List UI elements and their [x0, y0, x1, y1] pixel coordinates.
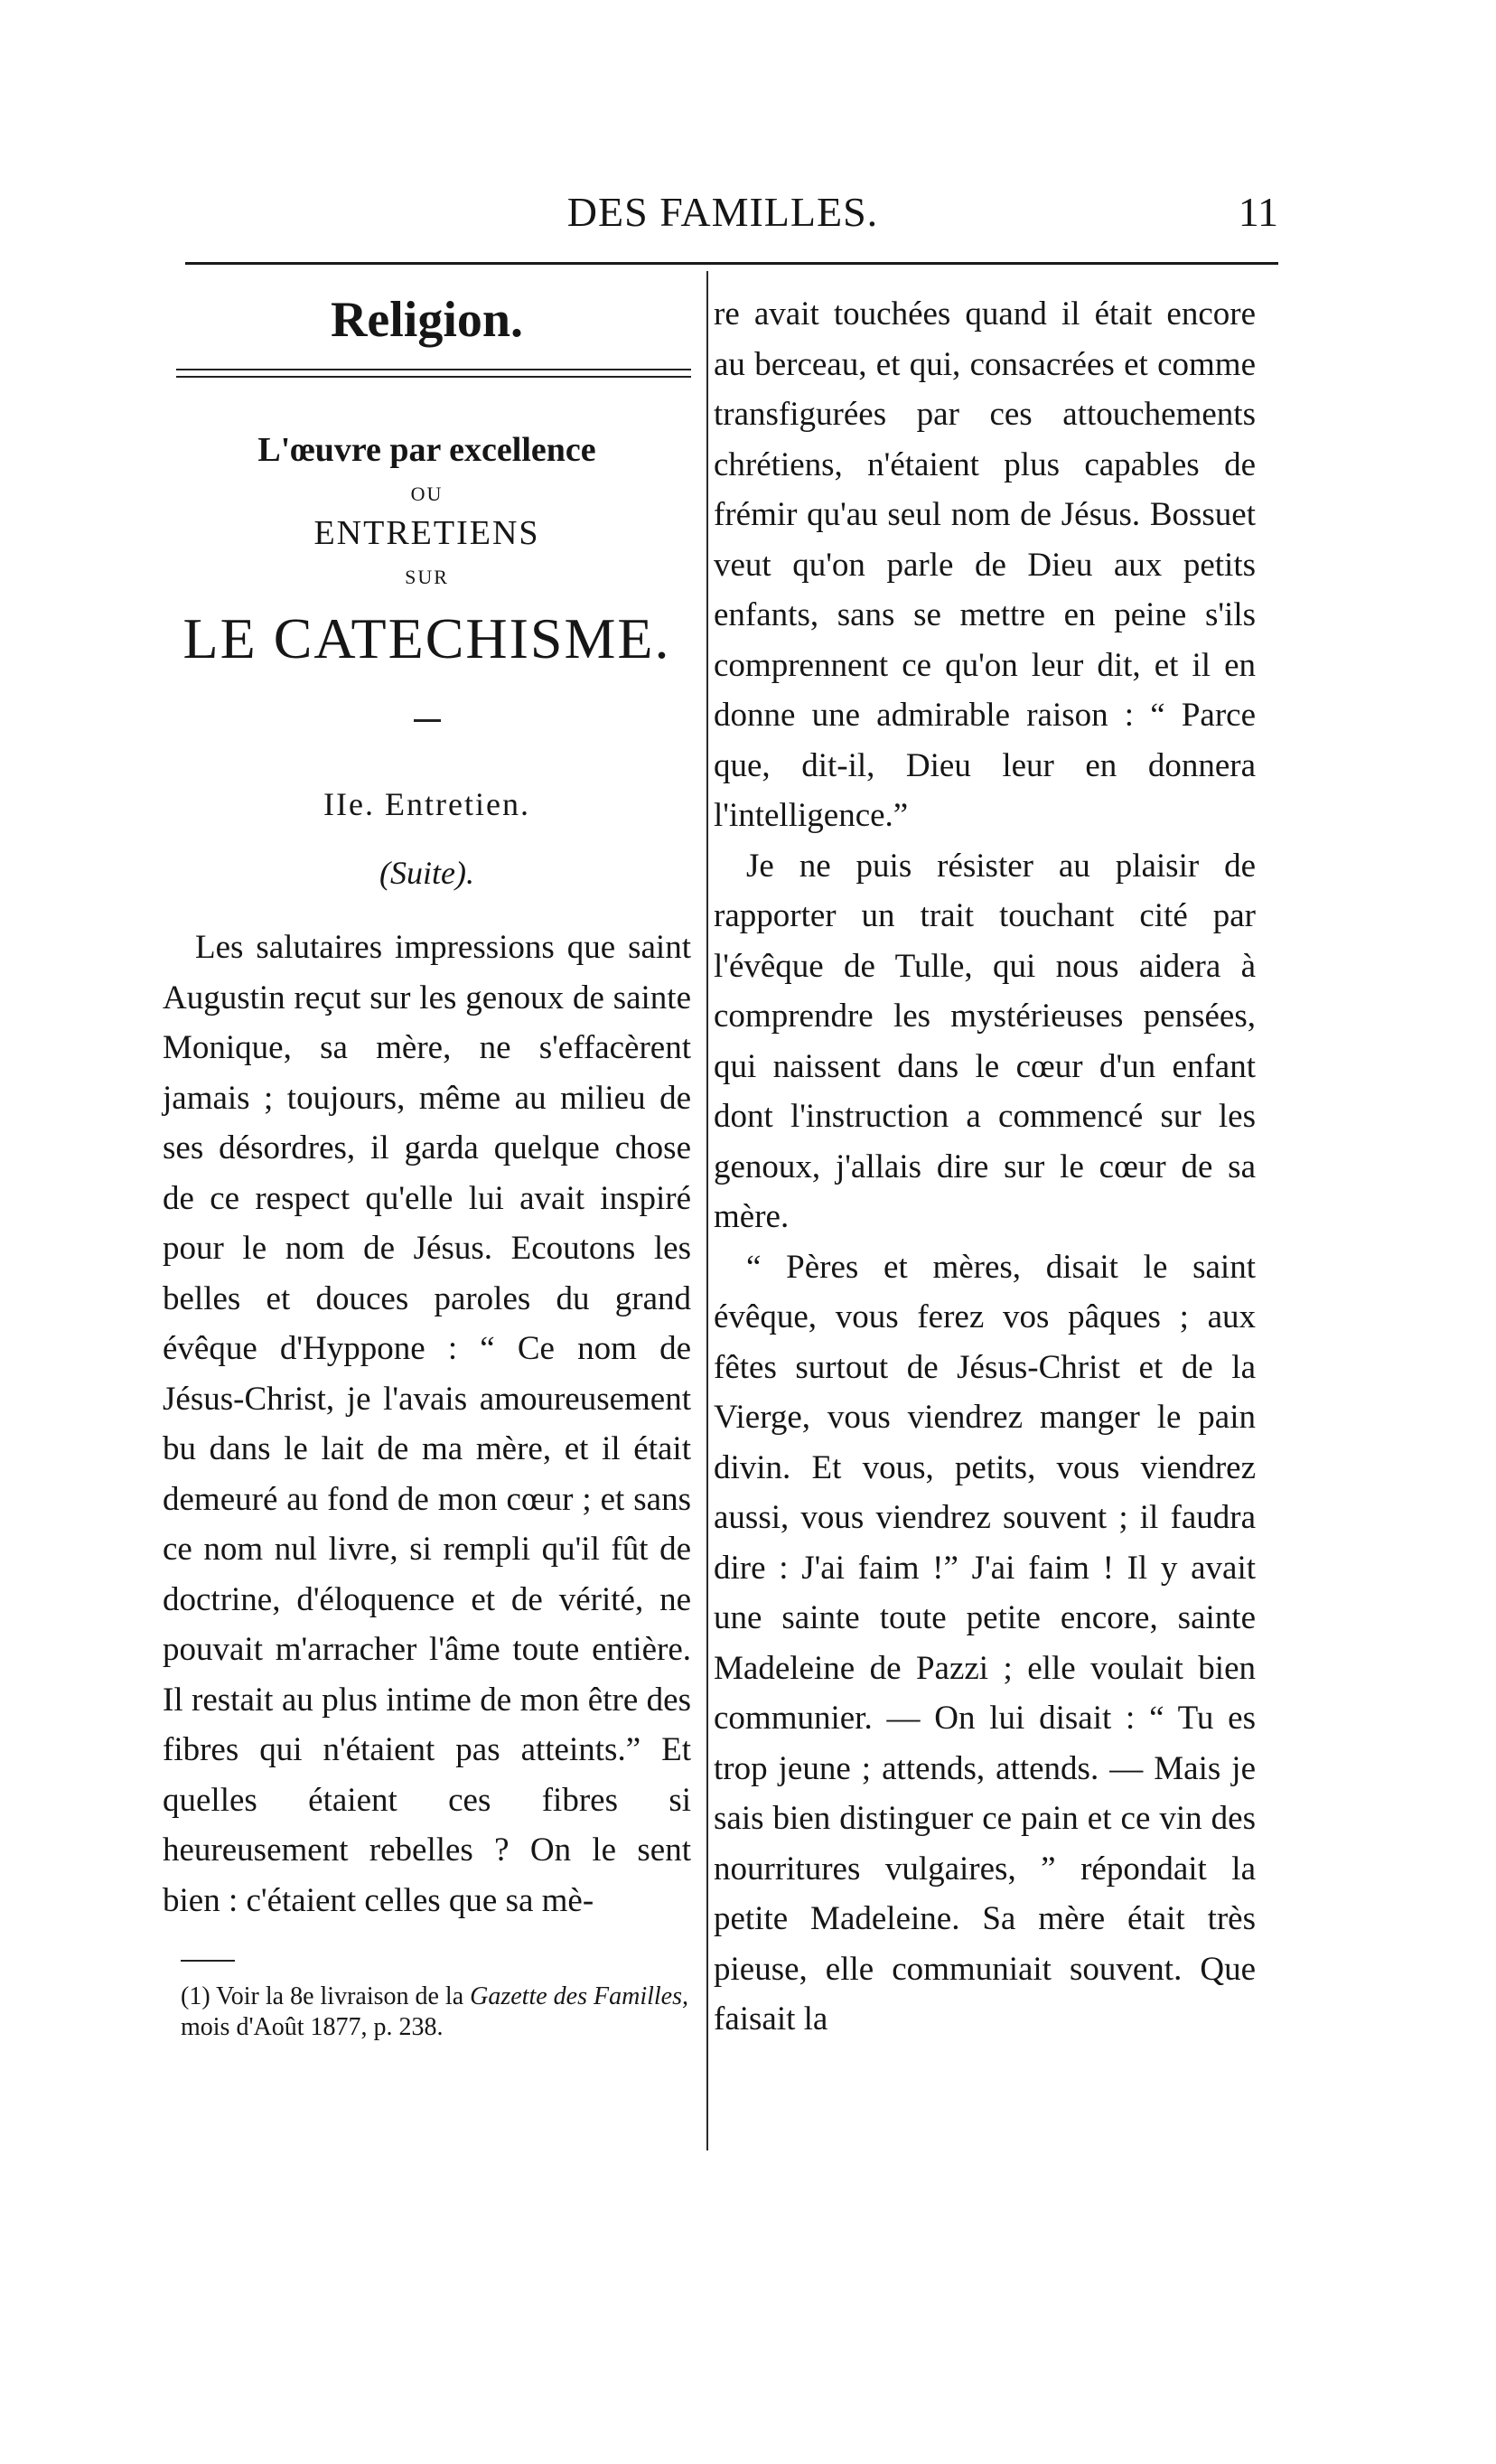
footnote-rule	[181, 1960, 235, 1962]
right-body	[714, 289, 1256, 2045]
footnote-text: Voir la 8e livraison de la	[216, 1982, 464, 2010]
column-divider	[706, 271, 708, 2150]
right-paragraph: Je ne puis résister au plaisir de rapporter un trait touchant cité par l'évêque de Tulle, qui nous aidera à comprendre les mystérieuses pensées, qui naissent dans le cœur d'un enfant dont l'instruction a commencé sur les genoux, j'allais dire sur le cœur de sa mère.	[714, 847, 1256, 1235]
title-preposition: SUR	[405, 566, 449, 588]
header-rule	[185, 262, 1278, 265]
footnote-journal: Gazette des Familles,	[470, 1982, 688, 2010]
left-body	[163, 923, 691, 1925]
article-main-subject: LE CATECHISME.	[182, 606, 671, 670]
part-label: IIe. Entretien.	[323, 786, 530, 822]
left-column	[163, 280, 691, 2043]
running-header: DES FAMILLES.	[566, 189, 879, 235]
title-conjunction: OU	[410, 482, 444, 505]
right-paragraph: “ Pères et mères, disait le saint évêque, vous ferez vos pâques ; aux fêtes surtout de Jésus-Christ et de la Vierge, vous viendrez manger le pain divin. Et vous, petits, vous viendrez aussi, vous viendrez souvent ; il faudra dire : J'ai faim !” J'ai faim ! Il y avait une sainte toute petite encore, sainte Madeleine de Pazzi ; elle voulait bien communier. — On lui disait : “ Tu es trop jeune ; attends, attends. — Mais je sais bien distinguer ce pain et ce vin des nourritures vulgaires, ” répondait la petite Madeleine. Sa mère était très pieuse, elle communiait souvent. Que faisait la	[714, 1248, 1256, 2038]
title-dash	[414, 719, 441, 722]
section-double-rule	[176, 369, 691, 378]
article-subtitle: ENTRETIENS	[313, 514, 540, 552]
footnote-reference: mois d'Août 1877, p. 238.	[181, 2013, 444, 2041]
part-continued: (Suite).	[379, 855, 474, 891]
section-heading: Religion.	[330, 292, 524, 348]
right-column	[714, 289, 1256, 2045]
article-title: L'œuvre par excellence	[257, 431, 596, 469]
footnote-marker: (1)	[181, 1982, 210, 2010]
right-paragraph-continued: re avait touchées quand il était encore au berceau, et qui, consacrées et comme transfigurées par ces attouchements chrétiens, n'étaient plus capables de frémir qu'au seul nom de Jésus. Bossuet veut qu'on parle de Dieu aux petits enfants, sans se mettre en peine s'ils comprennent ce qu'on leur dit, et il en donne une admirable raison : “ Parce que, dit-il, Dieu leur en donnera l'intelligence.”	[714, 295, 1256, 834]
footnote	[163, 1982, 691, 2043]
left-paragraph: Les salutaires impressions que saint Augustin reçut sur les genoux de sainte Monique, sa mère, ne s'effacèrent jamais ; toujours, même au milieu de ses désordres, il garda quelque chose de ce respect qu'elle lui avait inspiré pour le nom de Jésus. Ecoutons les belles et douces paroles du grand évêque d'Hyppone : “ Ce nom de Jésus-Christ, je l'avais amoureusement bu dans le lait de ma mère, et il était demeuré au fond de mon cœur ; et sans ce nom nul livre, si rempli qu'il fût de doctrine, d'éloquence et de vérité, ne pouvait m'arracher l'âme toute entière. Il restait au plus intime de mon être des fibres qui n'étaient pas atteints.” Et quelles étaient ces fibres si heureusement rebelles ? On le sent bien : c'étaient celles que sa mè-	[163, 929, 691, 1919]
page-number: 11	[1238, 189, 1278, 235]
